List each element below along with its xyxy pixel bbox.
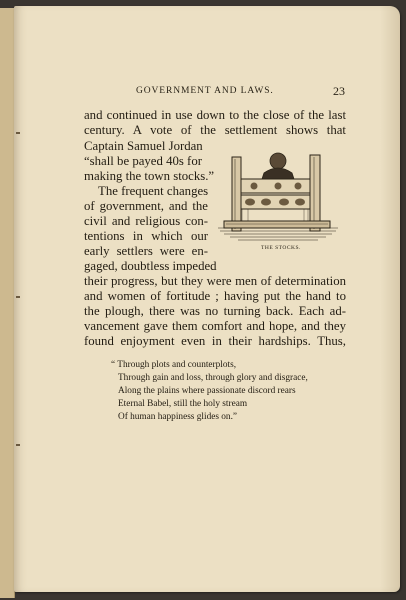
text-line: of government, and the — [84, 199, 208, 213]
text-line: vancement gave them comfort and hope, and they — [84, 319, 346, 333]
page-number: 23 — [333, 84, 345, 98]
text-line: Captain Samuel Jordan — [84, 139, 203, 153]
text-line: found enjoyment even in their hardships. Thus, — [84, 334, 346, 348]
binding-mark — [16, 132, 20, 134]
text-line: making the town stocks.” — [84, 169, 215, 183]
text-line: and women of fortitude ; having put the hand to — [84, 289, 346, 303]
binding-mark — [16, 444, 20, 446]
poem-line: Of human happiness glides on.” — [118, 412, 238, 422]
text-line: The frequent changes — [98, 184, 209, 198]
running-header: GOVERNMENT AND LAWS. — [136, 86, 274, 96]
poem-line: Eternal Babel, still the holy stream — [118, 399, 248, 409]
text-line: early settlers were en- — [84, 244, 208, 258]
text-line: civil and religious con- — [84, 214, 208, 228]
text-line: their progress, but they were men of determination — [84, 274, 346, 288]
text-line: tentions in which our — [84, 229, 208, 243]
text-line: gaged, doubtless impeded — [84, 259, 217, 273]
left-page-edge — [0, 8, 15, 598]
stocks-illustration — [218, 145, 338, 241]
binding-mark — [16, 296, 20, 298]
figure-caption: THE STOCKS. — [261, 245, 301, 251]
poem-line: Through gain and loss, through glory and disgrace, — [118, 373, 308, 383]
text-line: the plough, there was no turning back. Each ad- — [84, 304, 346, 318]
text-line: century. A vote of the settlement shows that — [84, 123, 346, 137]
text-line: and continued in use down to the close of the last — [84, 108, 346, 122]
text-line: “shall be payed 40s for — [84, 154, 202, 168]
poem-line: “ Through plots and counterplots, — [111, 360, 237, 370]
poem-line: Along the plains where passionate discord rears — [118, 386, 296, 396]
